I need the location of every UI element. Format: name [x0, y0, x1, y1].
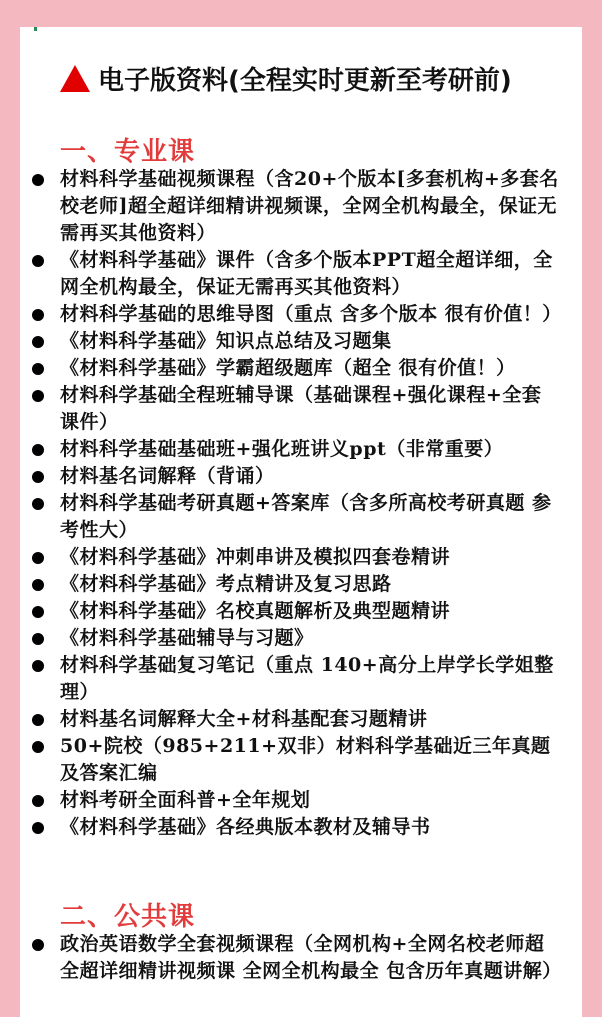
red-triangle-icon [60, 65, 90, 92]
list-item: 《材料科学基础》学霸超级题库（超全 很有价值！） [30, 355, 560, 382]
bullet-icon [32, 606, 44, 618]
bullet-icon [32, 579, 44, 591]
bullet-icon [32, 363, 44, 375]
bullet-icon [32, 174, 44, 186]
list-item: 《材料科学基础》考点精讲及复习思路 [30, 571, 560, 598]
list-item: 材料科学基础的思维导图（重点 含多个版本 很有价值！） [30, 301, 560, 328]
bullet-icon [32, 498, 44, 510]
corner-mark [34, 27, 37, 31]
list-item: 《材料科学基础》冲刺串讲及模拟四套卷精讲 [30, 544, 560, 571]
bullet-icon [32, 795, 44, 807]
list-item: 《材料科学基础》名校真题解析及典型题精讲 [30, 598, 560, 625]
list-item: 《材料科学基础》知识点总结及习题集 [30, 328, 560, 355]
major-course-list [30, 166, 560, 841]
list-item: 材料科学基础考研真题+答案库（含多所高校考研真题 参考性大） [30, 490, 560, 544]
list-item: 材料科学基础视频课程（含20+个版本[多套机构+多套名校老师]超全超详细精讲视频课，全网全机构最全，保证无需再买其他资料） [30, 166, 560, 247]
list-item: 《材料科学基础》课件（含多个版本PPT超全超详细，全网全机构最全，保证无需再买其他资料） [30, 247, 560, 301]
list-item: 材料基名词解释大全+材科基配套习题精讲 [30, 706, 560, 733]
bullet-icon [32, 822, 44, 834]
section-heading-major: 一、专业课 [60, 137, 196, 167]
bullet-icon [32, 741, 44, 753]
bullet-icon [32, 660, 44, 672]
bullet-icon [32, 471, 44, 483]
list-item: 材料科学基础全程班辅导课（基础课程+强化课程+全套课件） [30, 382, 560, 436]
list-item: 材料基名词解释（背诵） [30, 463, 560, 490]
bullet-icon [32, 444, 44, 456]
bullet-icon [32, 939, 44, 951]
list-item: 《材料科学基础》各经典版本教材及辅导书 [30, 814, 560, 841]
bullet-icon [32, 309, 44, 321]
public-course-list [30, 931, 560, 985]
list-item: 材料考研全面科普+全年规划 [30, 787, 560, 814]
list-item: 政治英语数学全套视频课程（全网机构+全网名校老师超全超详细精讲视频课 全网全机构最全 包含历年真题讲解） [30, 931, 560, 985]
list-item: 50+院校（985+211+双非）材料科学基础近三年真题及答案汇编 [30, 733, 560, 787]
bullet-icon [32, 255, 44, 267]
list-item: 材料科学基础复习笔记（重点 140+高分上岸学长学姐整理） [30, 652, 560, 706]
bullet-icon [32, 390, 44, 402]
page-title [60, 58, 512, 98]
section-heading-public: 二、公共课 [60, 902, 196, 932]
bullet-icon [32, 552, 44, 564]
list-item: 材料科学基础基础班+强化班讲义ppt（非常重要） [30, 436, 560, 463]
bullet-icon [32, 336, 44, 348]
bullet-icon [32, 714, 44, 726]
page-title-text: 电子版资料(全程实时更新至考研前) [98, 65, 512, 96]
bullet-icon [32, 633, 44, 645]
list-item: 《材料科学基础辅导与习题》 [30, 625, 560, 652]
